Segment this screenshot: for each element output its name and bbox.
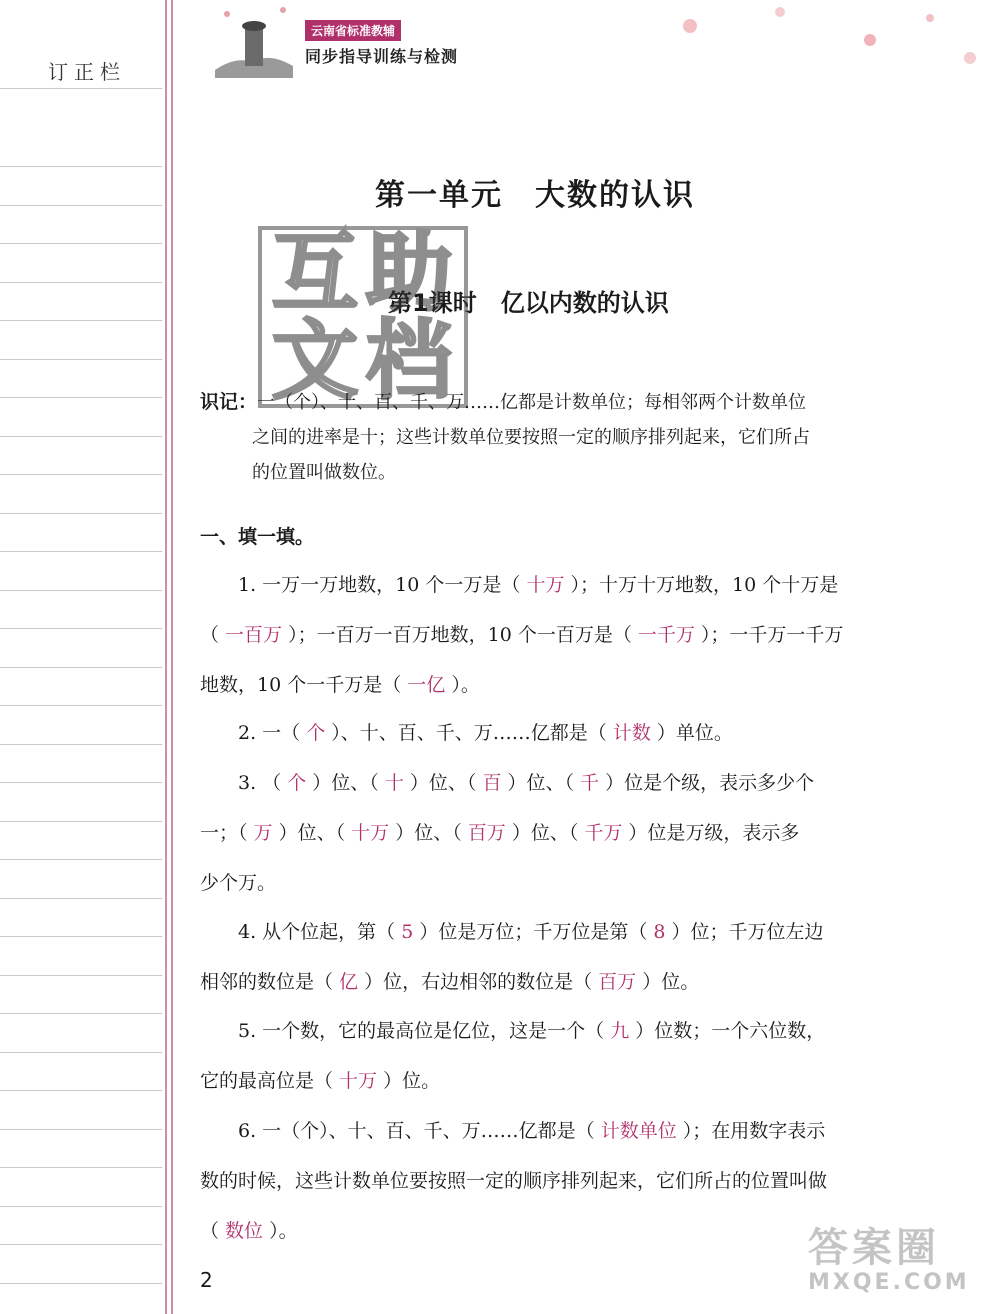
sidebar-rule-line — [0, 243, 162, 244]
memo-line: 之间的进率是十；这些计数单位要按照一定的顺序排列起来，它们所占 — [252, 427, 810, 448]
sidebar-rule-line — [0, 782, 162, 783]
answer-text: 5 — [401, 921, 414, 943]
sidebar-rule-line — [0, 1167, 162, 1168]
memo-block — [200, 385, 880, 490]
question-text: ）位，右边相邻的数位是（ — [358, 971, 599, 993]
question-text: ）、十、百、千、万……亿都是（ — [325, 722, 613, 744]
question-3 — [200, 758, 872, 908]
question-text: ）位是万位；千万位是第（ — [413, 921, 654, 943]
stamp-char: 档 — [366, 311, 452, 411]
question-text: 数的时候，这些计数单位要按照一定的顺序排列起来，它们所占的位置叫做 — [200, 1170, 828, 1192]
stamp-char: 助 — [366, 223, 452, 323]
question-text: ）位是万级，表示多 — [622, 822, 800, 844]
stamp-seal — [258, 223, 468, 411]
question-text: 6. 一（个）、十、百、千、万……亿都是（ — [238, 1120, 601, 1142]
watermark-url: MXQE.COM — [808, 1270, 970, 1295]
sidebar-rule-line — [0, 436, 162, 437]
section-heading: 一、填一填。 — [200, 526, 315, 548]
sidebar-rule-line — [0, 590, 162, 591]
question-text: ）。 — [263, 1220, 298, 1242]
question-text: ）位、（ — [389, 822, 468, 844]
stamp-char: 互 — [272, 223, 358, 323]
answer-text: 九 — [610, 1020, 630, 1042]
memo-label: 识记： — [200, 391, 258, 413]
answer-text: 数位 — [225, 1220, 264, 1242]
question-4 — [200, 907, 872, 1007]
answer-text: 亿 — [339, 971, 359, 993]
question-text: ）；一千万一千万 — [694, 624, 844, 646]
answer-text: 计数单位 — [600, 1120, 677, 1142]
sidebar-rule-line — [0, 744, 162, 745]
question-6 — [200, 1106, 872, 1256]
sidebar-rule-line — [0, 359, 162, 360]
answer-text: 一千万 — [637, 624, 695, 646]
sidebar-rule-line — [0, 1206, 162, 1207]
question-text: ）位数；一个六位数， — [629, 1020, 826, 1042]
sidebar-rule-line — [0, 513, 162, 514]
sidebar-rule-line — [0, 898, 162, 899]
tree-stump-illustration — [205, 0, 300, 78]
question-text: 地数，10 个一千万是（ — [200, 674, 408, 696]
answer-text: 百万 — [598, 971, 637, 993]
answer-text: 个 — [287, 772, 307, 794]
question-text: 2. 一（ — [238, 722, 307, 744]
question-text: ）位、（ — [306, 772, 385, 794]
answer-text: 千万 — [584, 822, 623, 844]
sidebar-rule-line — [0, 397, 162, 398]
question-text: ）；十万十万地数，10 个十万是 — [564, 574, 839, 596]
sidebar-title-rule — [0, 88, 162, 89]
question-text: 少个万。 — [200, 872, 277, 894]
answer-text: 个 — [306, 722, 326, 744]
watermark-logo-text: 答案圈 — [808, 1225, 940, 1271]
answer-text: 一亿 — [407, 674, 446, 696]
sidebar-rule-line — [0, 1283, 162, 1284]
question-1 — [200, 560, 872, 710]
question-text: 它的最高位是（ — [200, 1070, 340, 1092]
question-text: ）位、（ — [272, 822, 352, 844]
sidebar-rule-line — [0, 705, 162, 706]
sidebar-rule-line — [0, 821, 162, 822]
question-text: 相邻的数位是（ — [200, 971, 340, 993]
sidebar-rule-line — [0, 320, 162, 321]
unit-title: 第一单元 大数的认识 — [375, 178, 695, 213]
question-text: 3. （ — [238, 772, 288, 794]
question-text: ）位、（ — [505, 822, 585, 844]
petal-decoration — [670, 0, 1000, 90]
question-text: ）。 — [445, 674, 480, 696]
question-text: ）位是个级，表示多少个 — [599, 772, 815, 794]
sidebar-rule-line — [0, 975, 162, 976]
lesson-title: 第1课时 亿以内数的认识 — [388, 289, 669, 317]
header-brand — [205, 0, 665, 78]
answer-text: 万 — [253, 822, 273, 844]
answer-text: 计数 — [612, 722, 651, 744]
answer-text: 千 — [580, 772, 600, 794]
answer-text: 8 — [653, 921, 666, 943]
sidebar-rule-line — [0, 936, 162, 937]
sidebar-rule-line — [0, 859, 162, 860]
sidebar-rule-line — [0, 551, 162, 552]
question-5 — [200, 1006, 872, 1106]
page-number: 2 — [200, 1268, 213, 1292]
question-text: ）；一百万一百万地数，10 个一百万是（ — [282, 624, 638, 646]
brand-subtitle: 同步指导训练与检测 — [305, 47, 459, 66]
answer-text: 十万 — [526, 574, 565, 596]
answer-text: 百 — [482, 772, 502, 794]
sidebar-rule-line — [0, 1013, 162, 1014]
question-text: 1. 一万一万地数，10 个一万是（ — [238, 574, 527, 596]
question-text: ）位、（ — [403, 772, 483, 794]
question-text: 一；（ — [200, 822, 254, 844]
sidebar-rule-line — [0, 1129, 162, 1130]
sidebar-rule-line — [0, 1052, 162, 1053]
question-text: ）位。 — [636, 971, 700, 993]
question-text: ）单位。 — [650, 722, 733, 744]
sidebar-rule-line — [0, 474, 162, 475]
answer-text: 百万 — [467, 822, 506, 844]
question-text: ）位。 — [377, 1070, 441, 1092]
sidebar-title: 订正栏 — [48, 60, 126, 84]
question-2 — [200, 708, 872, 758]
stamp-char: 文 — [272, 311, 358, 411]
answer-text: 十万 — [339, 1070, 378, 1092]
sidebar-rule-line — [0, 1244, 162, 1245]
question-text: ）；在用数字表示 — [676, 1120, 826, 1142]
watermark — [808, 1226, 970, 1295]
sidebar-rule-line — [0, 282, 162, 283]
sidebar-rule-line — [0, 1090, 162, 1091]
question-text: 5. 一个数，它的最高位是亿位，这是一个（ — [238, 1020, 611, 1042]
sidebar-rule-line — [0, 628, 162, 629]
answer-text: 十 — [384, 772, 404, 794]
question-text: （ — [200, 624, 226, 646]
question-text: ）位、（ — [501, 772, 581, 794]
sidebar-rule-line — [0, 667, 162, 668]
memo-line: 一（个）、十、百、千、万……亿都是计数单位；每相邻两个计数单位 — [257, 392, 807, 413]
question-text: 4. 从个位起，第（ — [238, 921, 402, 943]
memo-line: 的位置叫做数位。 — [252, 462, 396, 483]
question-text: （ — [200, 1220, 226, 1242]
answer-text: 一百万 — [225, 624, 283, 646]
sidebar-rule-line — [0, 166, 162, 167]
question-text: ）位；千万位左边 — [665, 921, 824, 943]
brand-badge: 云南省标准教辅 — [305, 20, 401, 41]
answer-text: 十万 — [351, 822, 390, 844]
